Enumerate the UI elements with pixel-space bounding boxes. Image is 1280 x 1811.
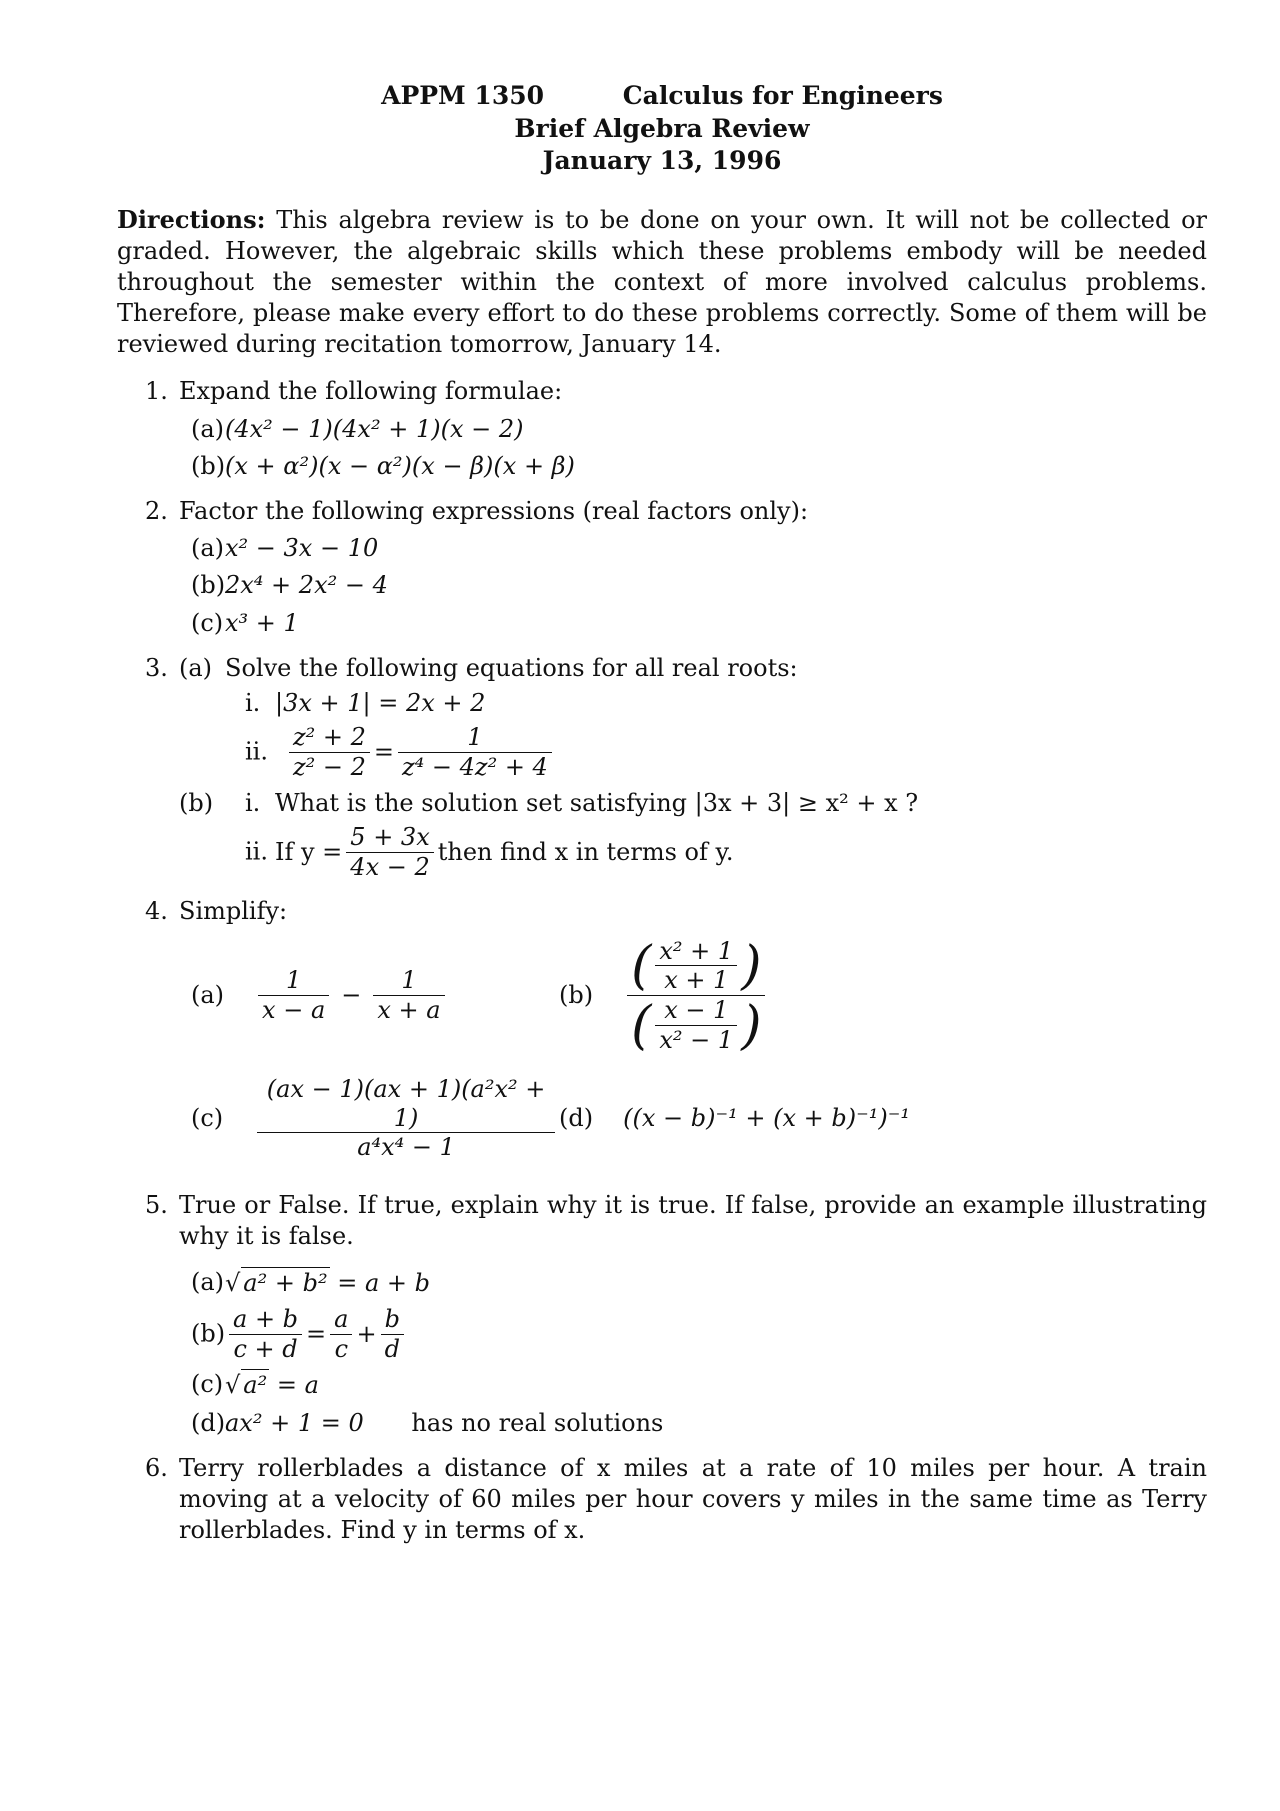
problem-5 [117, 1190, 1207, 1439]
left-paren: ( [631, 995, 652, 1056]
expression: √ a² + b² = a + b [225, 1269, 430, 1297]
fraction [289, 723, 370, 782]
subproblem-label: (c) [191, 608, 224, 637]
directions [117, 204, 1207, 361]
expression: 2x⁴ + 2x² − 4 [225, 571, 388, 600]
problem-text: Factor the following expressions (real factors only): [179, 497, 809, 525]
paren-group [631, 996, 761, 1055]
numerator: a + b [229, 1305, 302, 1335]
roman-label: i. [245, 788, 261, 817]
numerator [627, 937, 765, 997]
directions-label: Directions: [117, 204, 266, 234]
fraction [229, 1305, 302, 1364]
problem-text: True or False. If true, explain why it is true. If false, provide an example illustrating why it is false. [179, 1191, 1207, 1251]
equals-sign: = [373, 737, 395, 766]
denominator: x² − 1 [659, 1026, 734, 1055]
problem-number: 6. [145, 1453, 168, 1482]
subproblem-4d [559, 1075, 1039, 1162]
fraction [330, 1305, 352, 1364]
denominator: 4x − 2 [350, 852, 430, 881]
denominator: d [384, 1334, 400, 1363]
expression: |3x + 1| = 2x + 2 [275, 688, 486, 717]
expression: x³ + 1 [225, 608, 299, 637]
subproblem-label: (c) [191, 1103, 224, 1132]
expression: x² − 3x − 10 [225, 534, 379, 563]
date: January 13, 1996 [542, 146, 782, 175]
numerator: 1 [398, 723, 552, 753]
subproblem-3b [179, 788, 1207, 882]
numerator: z² + 2 [289, 723, 370, 753]
subproblem-2c [179, 608, 1207, 639]
roman-3b-ii [245, 823, 1207, 882]
denominator: x + 1 [664, 966, 729, 995]
numerator: 1 [373, 966, 444, 996]
rhs: = a + b [337, 1268, 430, 1297]
directions-text: This algebra review is to be done on your own. It will not be collected or graded. However, the algebraic skills which these problems embody will be needed throughout the semester within the context of more involved calculus problems. Therefore, please make every effort to do these problems correctly. Some of them will be reviewed during recitation tomorrow, January 14. [117, 205, 1207, 359]
subproblem-label: (b) [179, 788, 214, 817]
subproblem-text: Solve the following equations for all real roots: [225, 653, 798, 682]
subproblem-5b [179, 1305, 1207, 1364]
denominator: z⁴ − 4z² + 4 [402, 752, 548, 781]
subproblem-label: (d) [191, 1408, 226, 1437]
problem-4 [117, 896, 1207, 1163]
fraction [381, 1305, 404, 1364]
roman-3b-i [245, 788, 1207, 819]
problem-number: 1. [145, 377, 168, 406]
rhs: = a [276, 1371, 319, 1400]
document-page [117, 80, 1207, 1560]
roman-3a-i [245, 688, 1207, 719]
subproblem-label: (b) [191, 571, 226, 600]
problem-number: 3. [145, 653, 168, 682]
subproblem-4a [179, 937, 559, 1055]
numerator: b [381, 1305, 404, 1335]
fraction [655, 996, 737, 1055]
text-prefix: If y = [275, 837, 343, 866]
denominator: a⁴x⁴ − 1 [357, 1133, 455, 1162]
subproblem-label: (b) [559, 981, 594, 1010]
course-title: Calculus for Engineers [622, 81, 943, 110]
subproblem-5d [179, 1408, 1207, 1439]
problem-number: 2. [145, 497, 168, 525]
equals-sign: = [306, 1319, 327, 1348]
subproblem-label: (a) [191, 534, 225, 563]
numerator: 1 [258, 966, 329, 996]
numerator: x − 1 [655, 996, 737, 1026]
problem-text: Terry rollerblades a distance of x miles at a rate of 10 miles per hour. A train moving at a velocity of 60 miles per hour covers y miles in the same time as Terry rollerblades. Find y in terms of x. [179, 1453, 1207, 1545]
numerator: 5 + 3x [346, 823, 433, 853]
paren-group [631, 937, 761, 996]
expression: (x + α²)(x − α²)(x − β)(x + β) [225, 451, 575, 480]
compound-fraction [627, 937, 765, 1055]
subproblem-5c [179, 1369, 1207, 1401]
fraction [258, 966, 329, 1025]
problem-number: 5. [145, 1191, 168, 1220]
denominator [627, 996, 765, 1055]
fraction [655, 937, 737, 996]
subproblem-text: has no real solutions [411, 1408, 664, 1437]
subtitle: Brief Algebra Review [514, 113, 810, 143]
expression: √ a² = a [225, 1371, 319, 1399]
denominator: x − a [262, 996, 326, 1025]
roman-3a-ii [245, 723, 1207, 782]
denominator: x + a [377, 996, 441, 1025]
left-paren: ( [631, 935, 652, 996]
subproblem-label: (d) [559, 1103, 594, 1132]
subproblem-label: (b) [191, 451, 226, 480]
expression: ax² + 1 = 0 [225, 1408, 364, 1437]
fraction [346, 823, 433, 882]
plus-sign: + [356, 1319, 377, 1348]
subproblem-2b [179, 570, 1207, 601]
subproblem-3a [179, 653, 1207, 782]
denominator: c [334, 1334, 349, 1363]
roman-label: ii. [245, 837, 268, 866]
subproblem-label: (c) [191, 1370, 224, 1399]
subproblem-1a [179, 414, 1207, 445]
problem-text: Simplify: [179, 896, 288, 925]
subproblem-1b [179, 451, 1207, 482]
subproblem-4b [559, 937, 1039, 1055]
subproblem-4c [179, 1075, 559, 1162]
right-paren: ) [741, 935, 762, 996]
subproblem-label: (a) [191, 981, 225, 1010]
fraction [257, 1075, 555, 1162]
denominator: c + d [233, 1334, 298, 1363]
subproblem-label: (a) [191, 1267, 225, 1296]
expression [254, 966, 449, 1025]
problem-3 [117, 653, 1207, 882]
expression: (4x² − 1)(4x² + 1)(x − 2) [225, 414, 524, 443]
fraction [398, 723, 552, 782]
text-suffix: then find x in terms of y. [437, 837, 734, 866]
roman-label: ii. [245, 737, 268, 766]
problem-2 [117, 496, 1207, 639]
subproblem-label: (a) [191, 414, 225, 443]
radicand: a² [241, 1369, 269, 1401]
roman-label: i. [245, 688, 261, 717]
simplify-grid [179, 937, 1207, 1163]
numerator: a [330, 1305, 352, 1335]
course-code: APPM 1350 [381, 81, 545, 110]
numerator: x² + 1 [655, 937, 737, 967]
numerator: (ax − 1)(ax + 1)(a²x² + 1) [257, 1075, 555, 1134]
problem-1 [117, 376, 1207, 482]
expression: ((x − b)⁻¹ + (x + b)⁻¹)⁻¹ [623, 1103, 911, 1132]
subproblem-text: What is the solution set satisfying |3x + 3| ≥ x² + x ? [275, 788, 919, 817]
subproblem-5a [179, 1267, 1207, 1299]
problem-number: 4. [145, 896, 168, 925]
operator: − [341, 981, 362, 1010]
denominator: z² − 2 [293, 752, 366, 781]
problem-6 [117, 1453, 1207, 1547]
subproblem-2a [179, 533, 1207, 564]
subproblem-label: (b) [191, 1319, 226, 1348]
fraction [373, 966, 444, 1025]
right-paren: ) [741, 995, 762, 1056]
problem-text: Expand the following formulae: [179, 377, 563, 406]
header [117, 80, 1207, 178]
radicand: a² + b² [241, 1267, 329, 1299]
subproblem-label: (a) [179, 653, 213, 682]
